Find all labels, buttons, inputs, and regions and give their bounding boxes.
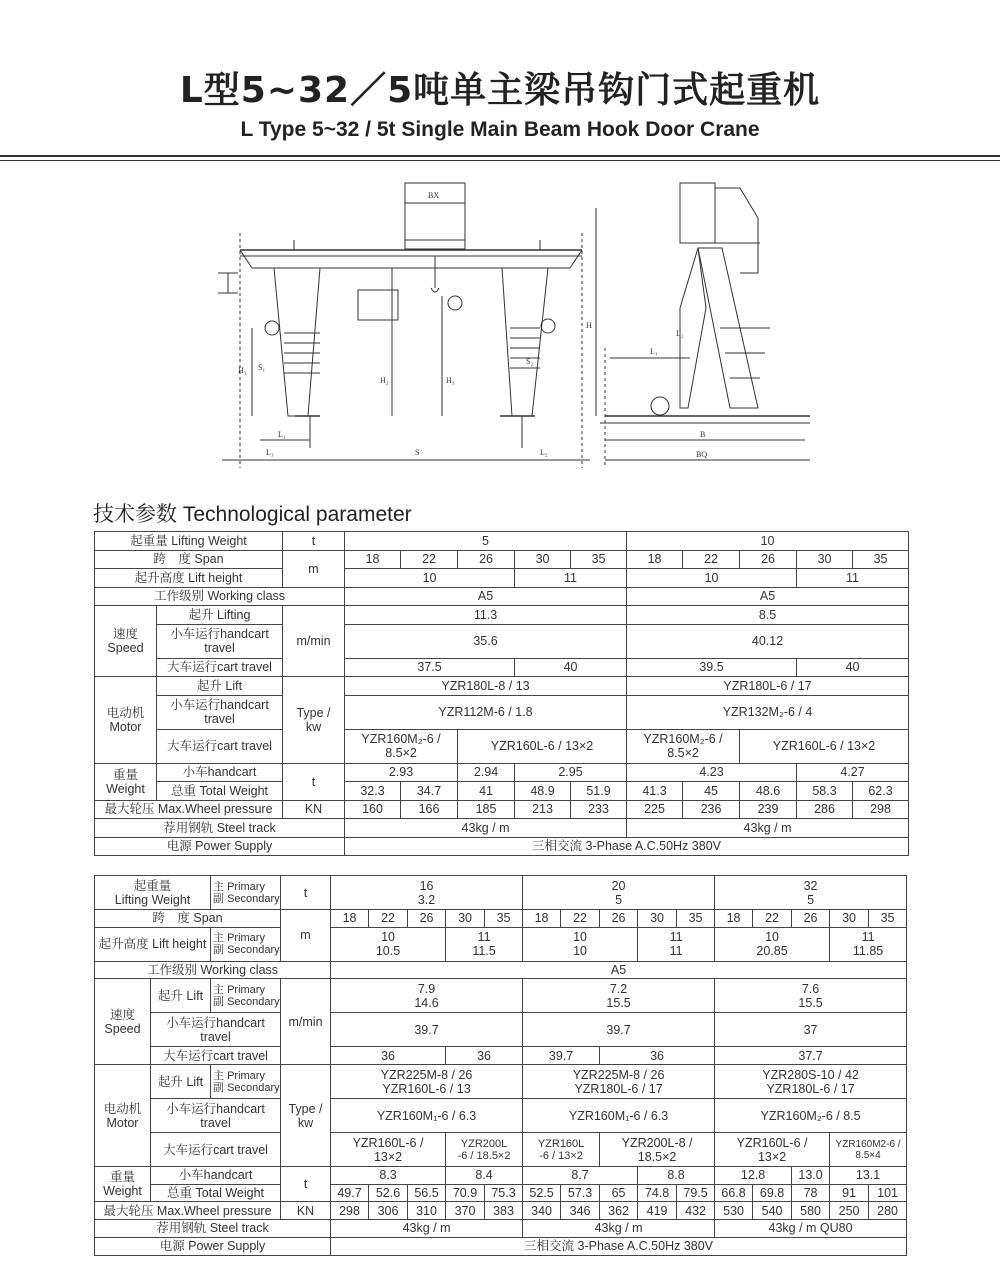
value-cell: 2.95 [515, 763, 627, 782]
value-cell: 8.8 [638, 1167, 715, 1185]
value-cell: YZR160L-6 / 13×2 [458, 729, 627, 763]
value-cell: 236 [683, 800, 740, 819]
row-label: 大车运行cart travel [157, 658, 283, 677]
value-cell: 三相交流 3-Phase A.C.50Hz 380V [331, 1237, 907, 1255]
value-cell: 39.7 [523, 1047, 600, 1065]
row-label: 电源 Power Supply [95, 1237, 331, 1255]
row-label: 总重 Total Weight [157, 782, 283, 801]
row-label: 荐用钢轨 Steel track [95, 1220, 331, 1238]
unit-cell: m [281, 910, 331, 962]
span-cell: 18 [345, 550, 401, 569]
table-row [95, 606, 909, 625]
group-label: 重量 Weight [95, 1167, 151, 1202]
span-cell: 35 [485, 910, 523, 928]
label-l1: L₁ [278, 430, 286, 439]
row-label: 最大轮压 Max.Wheel pressure [95, 800, 283, 819]
primary-secondary-label [211, 876, 281, 910]
value-cell: 306 [369, 1202, 408, 1220]
value-cell: 37.5 [345, 658, 515, 677]
group-label: 电动机 Motor [95, 1065, 151, 1167]
row-label: 小车handcart [151, 1167, 281, 1185]
span-cell: 30 [515, 550, 571, 569]
row-label: 小车运行handcart travel [151, 1013, 281, 1047]
value-cell: 346 [561, 1202, 600, 1220]
row-label: 起升高度 Lift height [95, 569, 283, 588]
table-row [95, 1013, 907, 1047]
unit-cell: t [281, 1167, 331, 1202]
value-cell: 52.5 [523, 1184, 561, 1202]
value-cell: 43kg / m QU80 [715, 1220, 907, 1238]
value-cell: 4.27 [797, 763, 909, 782]
value-cell: 51.9 [571, 782, 627, 801]
table-row [95, 569, 909, 588]
value-cell: YZR160M₁-6 / 6.3 [523, 1099, 715, 1133]
span-cell: 26 [408, 910, 446, 928]
table-row [95, 782, 909, 801]
table-row [95, 658, 909, 677]
value-cell: 43kg / m [627, 819, 909, 838]
capacity-cell: 20 5 [523, 876, 715, 910]
value-cell: A5 [331, 961, 907, 979]
value-cell: 8.7 [523, 1167, 638, 1185]
secondary-label: 副 Secondary [213, 944, 280, 957]
row-label: 起升 Lift [157, 677, 283, 696]
table-row [95, 532, 909, 551]
value-cell: 10 20.85 [715, 927, 830, 961]
primary-secondary-label [211, 927, 281, 961]
value-cell: YZR160L -6 / 13×2 [523, 1133, 600, 1167]
row-label: 大车运行cart travel [157, 729, 283, 763]
value-cell: 36 [331, 1047, 446, 1065]
spec-table-16-32t [94, 875, 907, 1256]
value-cell: 75.3 [485, 1184, 523, 1202]
value-cell: 101 [869, 1184, 907, 1202]
label-h3: H₃ [446, 376, 455, 385]
unit-cell: m/min [283, 606, 345, 677]
value-cell: 8.4 [446, 1167, 523, 1185]
row-label: 起重量 Lifting Weight [95, 876, 211, 910]
table-row [95, 837, 909, 856]
value-cell: 34.7 [401, 782, 458, 801]
table-row [95, 1047, 907, 1065]
value-cell: YZR200L-8 / 18.5×2 [600, 1133, 715, 1167]
table-row [95, 910, 907, 928]
unit-cell: t [283, 532, 345, 551]
span-cell: 22 [561, 910, 600, 928]
value-cell: 43kg / m [345, 819, 627, 838]
value-cell: A5 [345, 587, 627, 606]
label-h2: H₂ [380, 376, 389, 385]
span-cell: 30 [797, 550, 853, 569]
value-cell: YZR160L-6 / 13×2 [715, 1133, 830, 1167]
unit-cell: Type / kw [283, 677, 345, 764]
front-view [218, 183, 590, 468]
side-leg-back [680, 248, 706, 408]
value-cell: YZR180L-6 / 17 [627, 677, 909, 696]
row-label: 小车运行handcart travel [151, 1099, 281, 1133]
value-cell: 58.3 [797, 782, 853, 801]
value-cell: 4.23 [627, 763, 797, 782]
value-cell: 298 [853, 800, 909, 819]
group-label: 重量 Weight [95, 763, 157, 800]
row-label: 小车运行handcart travel [157, 624, 283, 658]
span-cell: 22 [401, 550, 458, 569]
value-cell: 49.7 [331, 1184, 369, 1202]
value-cell: 10 [345, 569, 515, 588]
row-label: 最大轮压 Max.Wheel pressure [95, 1202, 281, 1220]
primary-label: 主 Primary [213, 932, 265, 945]
table-row [95, 979, 907, 1013]
label-bq: BQ [696, 450, 708, 459]
value-cell: 213 [515, 800, 571, 819]
value-cell: YZR160L-6 / 13×2 [331, 1133, 446, 1167]
value-cell: 36 [446, 1047, 523, 1065]
row-label: 荐用钢轨 Steel track [95, 819, 345, 838]
value-cell: 43kg / m [523, 1220, 715, 1238]
table-row [95, 550, 909, 569]
value-cell: 166 [401, 800, 458, 819]
secondary-label: 副 Secondary [213, 1081, 280, 1094]
value-cell: 69.8 [753, 1184, 792, 1202]
secondary-label: 副 Secondary [213, 892, 280, 905]
table-row [95, 819, 909, 838]
value-cell: YZR160M₂-6 / 8.5×2 [345, 729, 458, 763]
label-h1: H₁ [238, 366, 247, 375]
table-row [95, 587, 909, 606]
span-cell: 26 [792, 910, 830, 928]
row-label: 总重 Total Weight [151, 1184, 281, 1202]
unit-cell: t [283, 763, 345, 800]
value-cell: 12.8 [715, 1167, 792, 1185]
span-cell: 18 [715, 910, 753, 928]
value-cell: 41 [458, 782, 515, 801]
value-cell: 48.6 [740, 782, 797, 801]
span-cell: 18 [523, 910, 561, 928]
value-cell: 40 [515, 658, 627, 677]
value-cell: 280 [869, 1202, 907, 1220]
value-cell: 11 [515, 569, 627, 588]
value-cell: 7.2 15.5 [523, 979, 715, 1013]
value-cell: YZR200L -6 / 18.5×2 [446, 1133, 523, 1167]
span-cell: 30 [446, 910, 485, 928]
row-label: 小车handcart [157, 763, 283, 782]
table-row [95, 876, 907, 910]
row-label: 小车运行handcart travel [157, 695, 283, 729]
table-row [95, 1133, 907, 1167]
label-s: S [415, 448, 420, 457]
value-cell: 2.94 [458, 763, 515, 782]
row-label: 跨 度 Span [95, 550, 283, 569]
capacity-cell: 32 5 [715, 876, 907, 910]
value-cell: 35.6 [345, 624, 627, 658]
value-cell: 91 [830, 1184, 869, 1202]
table-row [95, 961, 907, 979]
primary-secondary-label [211, 979, 281, 1013]
value-cell: 419 [638, 1202, 677, 1220]
primary-label: 主 Primary [213, 983, 265, 996]
label-b: B [700, 430, 706, 439]
unit-cell: Type / kw [281, 1065, 331, 1167]
value-cell: 7.6 15.5 [715, 979, 907, 1013]
value-cell: 45 [683, 782, 740, 801]
value-cell: 39.7 [523, 1013, 715, 1047]
value-cell: 41.3 [627, 782, 683, 801]
row-label: 起升 Lift [151, 1065, 211, 1099]
table-row [95, 1237, 907, 1255]
unit-cell: KN [281, 1202, 331, 1220]
table-row [95, 677, 909, 696]
value-cell: 11 [797, 569, 909, 588]
table-row [95, 729, 909, 763]
table-row [95, 1220, 907, 1238]
value-cell: 310 [408, 1202, 446, 1220]
span-cell: 26 [600, 910, 638, 928]
value-cell: YZR225M-8 / 26 YZR180L-6 / 17 [523, 1065, 715, 1099]
group-label: 电动机 Motor [95, 677, 157, 764]
header-divider-thin [0, 160, 1000, 161]
value-cell: 2.93 [345, 763, 458, 782]
section-title: 技术参数 Technological parameter [93, 503, 412, 526]
value-cell: 10 10 [523, 927, 638, 961]
value-cell: 239 [740, 800, 797, 819]
value-cell: 11.3 [345, 606, 627, 625]
value-cell: 66.8 [715, 1184, 753, 1202]
unit-cell: t [281, 876, 331, 910]
row-label: 起升 Lift [151, 979, 211, 1013]
capacity-cell: 5 [345, 532, 627, 551]
value-cell: A5 [627, 587, 909, 606]
value-cell: 225 [627, 800, 683, 819]
page-title-en: L Type 5~32 / 5t Single Main Beam Hook Door Crane [240, 118, 760, 141]
side-trolley [680, 183, 715, 243]
table-row [95, 1184, 907, 1202]
value-cell: 65 [600, 1184, 638, 1202]
label-bx: BX [428, 191, 440, 200]
value-cell: 39.7 [331, 1013, 523, 1047]
label-s2: S₂ [526, 357, 534, 366]
value-cell: 40.12 [627, 624, 909, 658]
header-divider [0, 155, 1000, 157]
value-cell: 340 [523, 1202, 561, 1220]
value-cell: 7.9 14.6 [331, 979, 523, 1013]
value-cell: YZR160M₂-6 / 8.5×2 [627, 729, 740, 763]
span-cell: 26 [458, 550, 515, 569]
span-cell: 35 [869, 910, 907, 928]
value-cell: 580 [792, 1202, 830, 1220]
left-leg [274, 268, 320, 416]
unit-cell: KN [283, 800, 345, 819]
table-row [95, 800, 909, 819]
span-cell: 22 [753, 910, 792, 928]
group-label: 速度 Speed [95, 979, 151, 1065]
value-cell: 8.5 [627, 606, 909, 625]
value-cell: 11 11 [638, 927, 715, 961]
capacity-cell: 16 3.2 [331, 876, 523, 910]
row-label: 工作级别 Working class [95, 587, 345, 606]
value-cell: 540 [753, 1202, 792, 1220]
value-cell: YZR160M2-6 / 8.5×4 [830, 1133, 907, 1167]
unit-cell: m [283, 550, 345, 587]
row-label: 起升高度 Lift height [95, 927, 211, 961]
value-cell: 362 [600, 1202, 638, 1220]
span-cell: 35 [677, 910, 715, 928]
value-cell: 70.9 [446, 1184, 485, 1202]
value-cell: 40 [797, 658, 909, 677]
value-cell: 36 [600, 1047, 715, 1065]
value-cell: 8.3 [331, 1167, 446, 1185]
value-cell: 78 [792, 1184, 830, 1202]
value-cell: 43kg / m [331, 1220, 523, 1238]
unit-cell: m/min [281, 979, 331, 1065]
value-cell: 370 [446, 1202, 485, 1220]
spec-table-5-10t [94, 531, 909, 856]
span-cell: 18 [331, 910, 369, 928]
value-cell: 233 [571, 800, 627, 819]
span-cell: 35 [571, 550, 627, 569]
value-cell: YZR160M₁-6 / 6.3 [331, 1099, 523, 1133]
value-cell: 383 [485, 1202, 523, 1220]
value-cell: 37 [715, 1013, 907, 1047]
value-cell: 74.8 [638, 1184, 677, 1202]
table-row [95, 1099, 907, 1133]
primary-label: 主 Primary [213, 880, 265, 893]
value-cell: 286 [797, 800, 853, 819]
group-label: 速度 Speed [95, 606, 157, 677]
row-label: 大车运行cart travel [151, 1047, 281, 1065]
value-cell: YZR112M-6 / 1.8 [345, 695, 627, 729]
table-row [95, 927, 907, 961]
value-cell: YZR280S-10 / 42 YZR180L-6 / 17 [715, 1065, 907, 1099]
row-label: 大车运行cart travel [151, 1133, 281, 1167]
value-cell: 11 11.5 [446, 927, 523, 961]
value-cell: 10 [627, 569, 797, 588]
secondary-label: 副 Secondary [213, 995, 280, 1008]
value-cell: 11 11.85 [830, 927, 907, 961]
value-cell: 530 [715, 1202, 753, 1220]
label-l3: L₃ [266, 448, 274, 457]
table-row [95, 1202, 907, 1220]
value-cell: 32.3 [345, 782, 401, 801]
value-cell: 48.9 [515, 782, 571, 801]
table-row [95, 763, 909, 782]
value-cell: 250 [830, 1202, 869, 1220]
value-cell: YZR132M₂-6 / 4 [627, 695, 909, 729]
capacity-cell: 10 [627, 532, 909, 551]
value-cell: YZR160M₂-6 / 8.5 [715, 1099, 907, 1133]
label-s1: S₁ [258, 363, 266, 372]
value-cell: 432 [677, 1202, 715, 1220]
span-cell: 35 [853, 550, 909, 569]
table-row [95, 1167, 907, 1185]
value-cell: 185 [458, 800, 515, 819]
page-title-cn: L型5~32／5吨单主梁吊钩门式起重机 [179, 70, 821, 111]
value-cell: 52.6 [369, 1184, 408, 1202]
row-label: 电源 Power Supply [95, 837, 345, 856]
label-side-l1: L₁ [650, 347, 658, 356]
value-cell: 39.5 [627, 658, 797, 677]
value-cell: 62.3 [853, 782, 909, 801]
label-side-l2: L₂ [676, 329, 684, 338]
row-label: 跨 度 Span [95, 910, 281, 928]
value-cell: 13.0 [792, 1167, 830, 1185]
value-cell: 三相交流 3-Phase A.C.50Hz 380V [345, 837, 909, 856]
value-cell: 56.5 [408, 1184, 446, 1202]
row-label: 起重量 Lifting Weight [95, 532, 283, 551]
label-h: H [586, 321, 592, 330]
value-cell: 13.1 [830, 1167, 907, 1185]
value-cell: YZR160L-6 / 13×2 [740, 729, 909, 763]
crane-drawing [210, 178, 830, 468]
value-cell: 298 [331, 1202, 369, 1220]
primary-label: 主 Primary [213, 1069, 265, 1082]
label-l2: L₂ [540, 448, 548, 457]
value-cell: YZR180L-8 / 13 [345, 677, 627, 696]
value-cell: 160 [345, 800, 401, 819]
value-cell: 37.7 [715, 1047, 907, 1065]
span-cell: 22 [369, 910, 408, 928]
table-row [95, 695, 909, 729]
value-cell: YZR225M-8 / 26 YZR160L-6 / 13 [331, 1065, 523, 1099]
span-cell: 30 [638, 910, 677, 928]
table-row [95, 624, 909, 658]
span-cell: 26 [740, 550, 797, 569]
table-row [95, 1065, 907, 1099]
value-cell: 57.3 [561, 1184, 600, 1202]
value-cell: 10 10.5 [331, 927, 446, 961]
right-leg [502, 268, 548, 416]
side-view [586, 183, 810, 468]
span-cell: 18 [627, 550, 683, 569]
primary-secondary-label [211, 1065, 281, 1099]
span-cell: 22 [683, 550, 740, 569]
row-label: 工作级别 Working class [95, 961, 331, 979]
row-label: 起升 Lifting [157, 606, 283, 625]
value-cell: 79.5 [677, 1184, 715, 1202]
span-cell: 30 [830, 910, 869, 928]
